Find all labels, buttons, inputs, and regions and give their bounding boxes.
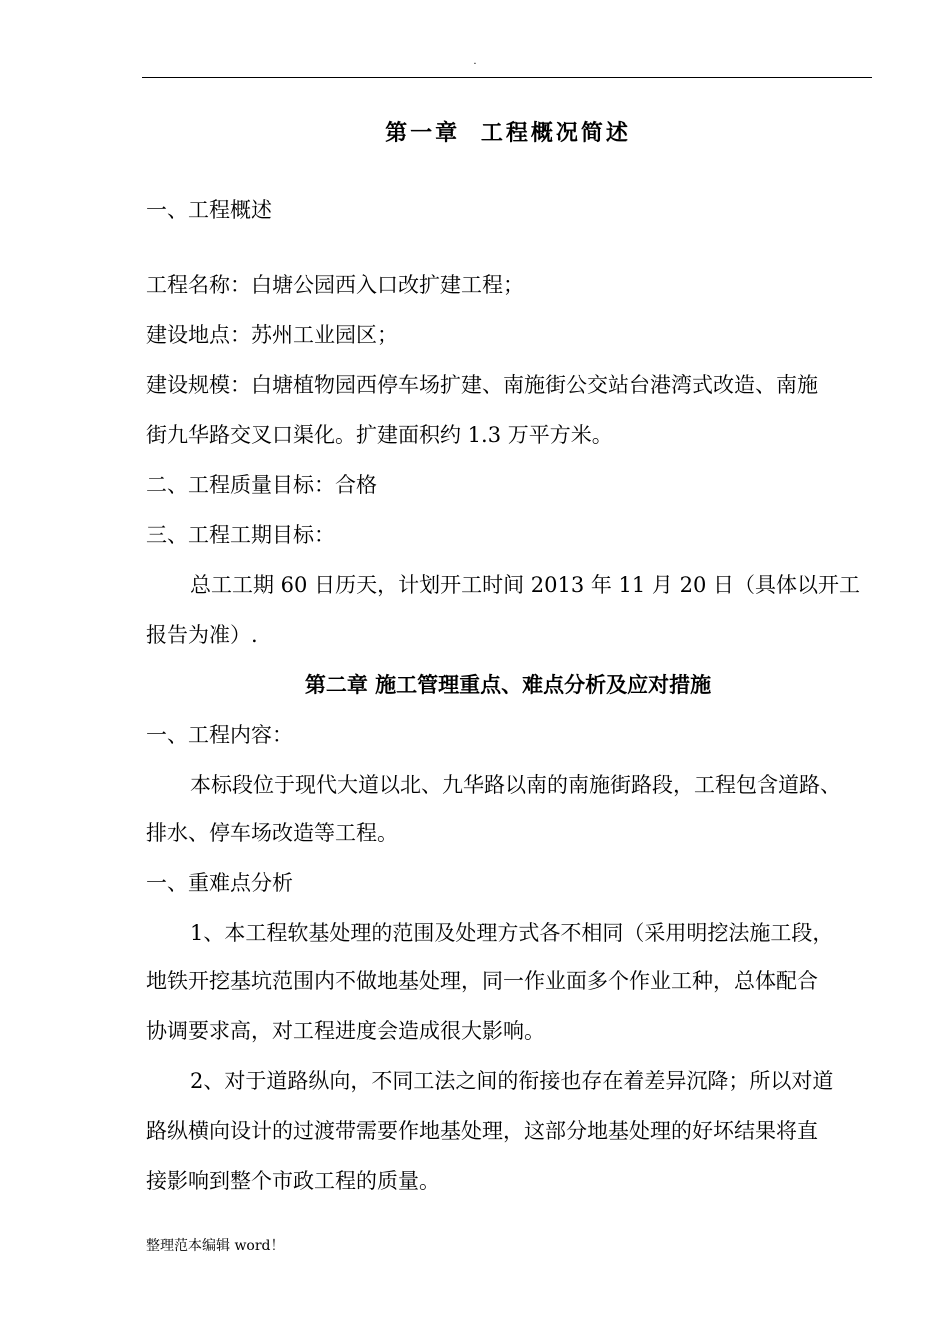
- point2-line2: 路纵横向设计的过渡带需要作地基处理，这部分地基处理的好坏结果将直: [146, 1119, 818, 1143]
- point1-line1: 1、本工程软基处理的范围及处理方式各不相同（采用明挖法施工段，: [190, 921, 834, 945]
- project-name: 工程名称：白塘公园西入口改扩建工程；: [146, 273, 524, 297]
- project-scale-line1: 建设规模：白塘植物园西停车场扩建、南施街公交站台港湾式改造、南施: [146, 373, 818, 397]
- header-dot: .: [473, 56, 477, 67]
- quality-goal: 二、工程质量目标：合格: [146, 473, 377, 497]
- point1-line3: 协调要求高，对工程进度会造成很大影响。: [146, 1019, 545, 1043]
- content-heading: 一、工程内容：: [146, 723, 293, 747]
- chapter2-title: 第二章 施工管理重点、难点分析及应对措施: [304, 672, 712, 697]
- point2-line3: 接影响到整个市政工程的质量。: [146, 1169, 440, 1193]
- project-location: 建设地点：苏州工业园区；: [146, 323, 398, 347]
- content-line1: 本标段位于现代大道以北、九华路以南的南施街路段，工程包含道路、: [190, 773, 841, 797]
- header-rule: [142, 77, 872, 78]
- content-line2: 排水、停车场改造等工程。: [146, 821, 398, 845]
- project-scale-line2: 街九华路交叉口渠化。扩建面积约 1.3 万平方米。: [146, 423, 613, 447]
- schedule-line1: 总工工期 60 日历天，计划开工时间 2013 年 11 月 20 日（具体以开工: [190, 573, 861, 597]
- footer-note: 整理范本编辑 word！: [146, 1238, 285, 1254]
- point1-line2: 地铁开挖基坑范围内不做地基处理，同一作业面多个作业工种，总体配合: [146, 969, 818, 993]
- schedule-line2: 报告为准）.: [146, 623, 258, 647]
- schedule-goal: 三、工程工期目标：: [146, 523, 335, 547]
- section1-heading: 一、工程概述: [146, 198, 272, 222]
- analysis-heading: 一、重难点分析: [146, 871, 293, 895]
- point2-line1: 2、对于道路纵向，不同工法之间的衔接也存在着差异沉降；所以对道: [190, 1069, 834, 1093]
- chapter1-title: 第一章 工程概况简述: [385, 120, 631, 146]
